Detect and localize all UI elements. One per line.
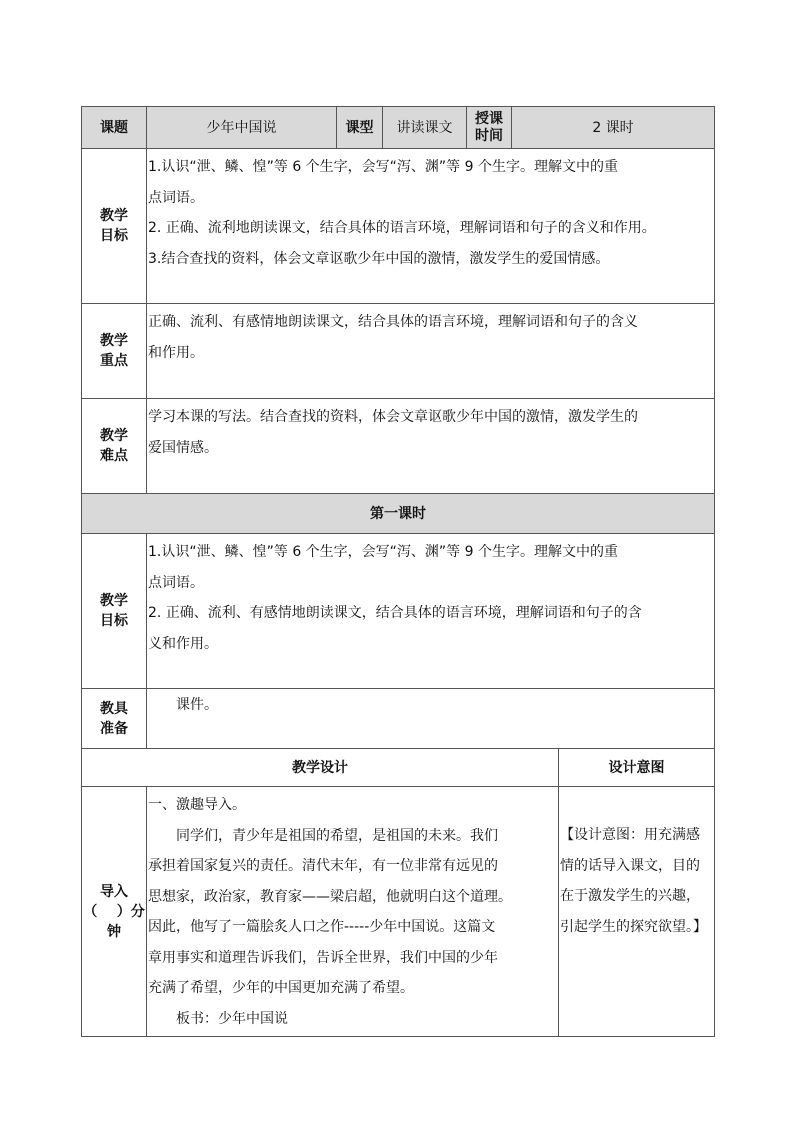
lesson-objectives-label-2: 目标 <box>100 613 128 629</box>
type-label: 课型 <box>337 107 383 149</box>
type-value: 讲读课文 <box>383 107 467 149</box>
intent-line-2: 情的话导入课文，目的 <box>560 857 700 874</box>
design-header: 教学设计 <box>82 749 559 787</box>
lesson-objectives-content <box>147 534 715 689</box>
objective-line-2: 点词语。 <box>148 189 204 206</box>
lesson-objective-line-4: 义和作用。 <box>148 635 218 652</box>
tools-row <box>82 689 715 749</box>
objective-line-3: 2. 正确、流利地朗读课文，结合具体的语言环境，理解词语和句子的含义和作用。 <box>148 220 656 236</box>
intro-line-1: 同学们，青少年是祖国的希望，是祖国的未来。我们 <box>176 827 498 844</box>
intro-line-3: 思想家，政治家，教育家——梁启超，他就明白这个道理。 <box>148 888 512 905</box>
lesson-objectives-row <box>82 534 715 689</box>
intro-section-title: 一、激趣导入。 <box>148 797 246 813</box>
intent-line-3: 在于激发学生的兴趣， <box>560 888 700 904</box>
lesson-plan-table <box>81 106 715 1037</box>
lesson-objective-line-2: 点词语。 <box>148 574 204 591</box>
stage-label-2: （ ）分 <box>83 903 145 920</box>
difficulties-label-2: 难点 <box>100 448 128 464</box>
time-label-line-1: 授课 <box>475 110 503 127</box>
intent-content <box>559 787 715 1037</box>
intro-line-6: 充满了希望，少年的中国更加充满了希望。 <box>148 980 414 996</box>
objectives-label-2: 目标 <box>100 228 128 244</box>
difficulties-row <box>82 399 715 494</box>
intro-line-2: 承担着国家复兴的责任。清代末年，有一位非常有远见的 <box>148 858 498 874</box>
time-label-line-2: 时间 <box>475 127 503 144</box>
objective-line-4: 3.结合查找的资料，体会文章讴歌少年中国的激情，激发学生的爱国情感。 <box>148 250 610 267</box>
tools-label-1: 教具 <box>100 700 128 717</box>
intro-content <box>147 787 559 1037</box>
difficulties-line-1: 学习本课的写法。结合查找的资料，体会文章讴歌少年中国的激情，激发学生的 <box>148 409 638 425</box>
objectives-label-1: 教学 <box>100 208 128 224</box>
objectives-content <box>147 149 715 304</box>
lesson-objective-line-1: 1.认识“泄、鳞、惶”等 6 个生字，会写“泻、渊”等 9 个生字。理解文中的重 <box>148 544 618 560</box>
objective-line-1: 1.认识“泄、鳞、惶”等 6 个生字，会写“泻、渊”等 9 个生字。理解文中的重 <box>148 159 618 175</box>
tools-content <box>147 689 715 749</box>
first-lesson-title-row <box>82 494 715 534</box>
objectives-label <box>82 149 147 304</box>
topic-value: 少年中国说 <box>147 107 337 149</box>
key-points-content <box>147 304 715 399</box>
key-points-row <box>82 304 715 399</box>
topic-label: 课题 <box>82 107 147 149</box>
intent-header: 设计意图 <box>559 749 715 787</box>
stage-label-1: 导入 <box>100 883 128 900</box>
intent-line-1: 【设计意图：用充满感 <box>560 827 700 843</box>
tools-label-2: 准备 <box>100 720 128 737</box>
objectives-row <box>82 149 715 304</box>
difficulties-line-2: 爱国情感。 <box>148 439 218 456</box>
first-lesson-title: 第一课时 <box>82 494 715 534</box>
intro-line-5: 章用事实和道理告诉我们，告诉全世界，我们中国的少年 <box>148 949 498 966</box>
tools-label <box>82 689 147 749</box>
stage-label-3: 钟 <box>107 923 121 940</box>
time-value: 2 课时 <box>512 107 715 149</box>
tools-value: 课件。 <box>176 697 218 713</box>
key-points-label-1: 教学 <box>100 333 128 349</box>
difficulties-content <box>147 399 715 494</box>
key-points-label-2: 重点 <box>100 353 128 369</box>
lesson-objectives-label-1: 教学 <box>100 593 128 609</box>
key-points-line-2: 和作用。 <box>148 344 204 361</box>
stage-label <box>82 787 147 1037</box>
board-note: 板书：少年中国说 <box>176 1010 288 1027</box>
intro-line-4: 因此，他写了一篇脍炙人口之作-----少年中国说。这篇文 <box>148 919 496 935</box>
difficulties-label-1: 教学 <box>100 428 128 444</box>
key-points-line-1: 正确、流利、有感情地朗读课文，结合具体的语言环境，理解词语和句子的含义 <box>148 314 638 330</box>
lesson-objective-line-3: 2. 正确、流利、有感情地朗读课文，结合具体的语言环境，理解词语和句子的含 <box>148 605 642 621</box>
lesson-objectives-label <box>82 534 147 689</box>
time-label <box>467 107 512 149</box>
header-row <box>82 107 715 149</box>
intro-row <box>82 787 715 1037</box>
intent-line-4: 引起学生的探究欲望。】 <box>560 918 707 935</box>
design-header-row <box>82 749 715 787</box>
key-points-label <box>82 304 147 399</box>
difficulties-label <box>82 399 147 494</box>
